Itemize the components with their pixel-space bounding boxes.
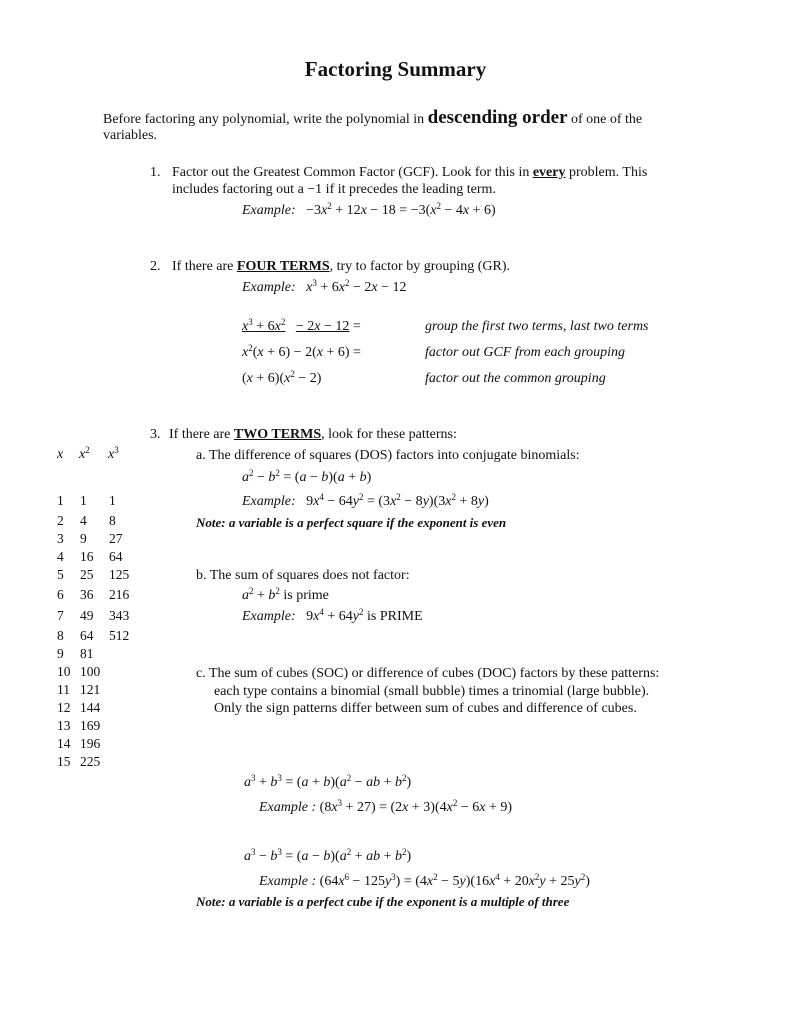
intro-text: Before factoring any polynomial, write the polynomial in [103,112,428,127]
grouping-note-1: group the first two terms, last two terms [425,319,649,334]
item2-example: Example: $x^3 + 6x^2 - 2x - 12$ [242,278,407,295]
page-title: Factoring Summary [304,57,487,81]
example-label: Example : [259,874,317,889]
powers-cell: 225 [80,754,101,769]
powers-cell: 64 [109,549,123,564]
item1-example: Example: $-3x^2 + 12x - 18 = -3(x^2 - 4x + 6)$ [242,201,496,218]
powers-cell: 343 [109,608,130,623]
powers-cell: 49 [80,608,94,623]
powers-cell: 144 [80,700,101,715]
item3-two-terms: TWO TERMS [233,427,322,442]
powers-cell: 8 [109,513,116,528]
example-label: Example : [259,800,317,815]
powers-cell: 169 [80,718,101,733]
powers-cell: 36 [80,587,94,602]
item3-number: 3. [150,427,161,442]
powers-cell: 216 [109,587,130,602]
powers-cell: 9 [80,531,87,546]
grouping-step-2: $x^2(x + 6) - 2(x + 6)$ = [242,343,361,360]
item3-line-1 [169,426,457,443]
item2-text-end: , try to factor by grouping (GR). [329,259,511,274]
example-label: Example: [242,494,296,509]
powers-cell: 1 [109,493,116,508]
powers-header-x3: $x^3$ [108,445,119,462]
powers-cell: 16 [80,549,94,564]
item1-text: Factor out the Greatest Common Factor (GCF). Look for this in [172,165,533,180]
item2-text: If there are [172,259,237,274]
powers-header-x2: $x^2$ [79,445,90,462]
item1-text-end: problem. This [565,165,648,180]
dos-example: Example: $9x^4 - 64y^2 = (3x^2 - 8y)(3x^2 + 8y)$ [242,492,489,509]
item2-four-terms: FOUR TERMS [236,259,330,274]
powers-cell: 12 [57,700,71,715]
dos-note: Note: a variable is a perfect square if the exponent is even [196,515,507,530]
soc-example: Example : $(8x^3 + 27) = (2x + 3)(4x^2 - 6x + 9)$ [259,798,513,815]
item1-line-2: includes factoring out a −1 if it precedes the leading term. [172,182,496,197]
powers-cell: 6 [57,587,64,602]
dos-formula: $a^2 - b^2 = (a - b)(a + b)$ [242,468,372,485]
item1-every: every [532,165,566,180]
powers-cell: 5 [57,567,64,582]
sos-formula: $a^2 + b^2$ is prime [242,586,329,603]
powers-cell: 100 [80,664,101,679]
example-label: Example: [242,609,296,624]
cubes-line-2: each type contains a binomial (small bubble) times a trinomial (large bubble). [214,684,650,699]
intro-line-2: variables. [103,128,158,143]
powers-header-x: x [57,447,64,462]
intro-emphasis: descending order [427,107,568,128]
item3-text-end: , look for these patterns: [321,427,457,442]
powers-cell: 9 [57,646,64,661]
sos-heading: b. The sum of squares does not factor: [196,568,410,583]
item3-text: If there are [169,427,234,442]
powers-cell: 4 [80,513,87,528]
intro-text-end: of one of the [567,112,643,127]
grouping-step-1: $x^3 + 6x^2$ − 2x − 12 = [242,317,361,334]
powers-cell: 512 [109,628,130,643]
powers-cell: 1 [80,493,87,508]
powers-cell: 14 [57,736,71,751]
sos-example: Example: $9x^4 + 64y^2$ is PRIME [242,607,423,624]
powers-cell: 25 [80,567,94,582]
powers-cell: 121 [80,682,101,697]
grouping-step-3: $(x + 6)(x^2 - 2)$ [242,369,322,386]
powers-cell: 10 [57,664,71,679]
intro-line-1 [103,109,642,128]
grouping-note-3: factor out the common grouping [425,371,606,386]
sos-prime: is prime [283,588,329,603]
powers-cell: 196 [80,736,101,751]
powers-cell: 27 [109,531,123,546]
powers-cell: 125 [109,567,130,582]
item1-number: 1. [150,165,161,180]
powers-cell: 13 [57,718,71,733]
powers-cell: 2 [57,513,64,528]
example-label: Example: [242,203,296,218]
powers-cell: 7 [57,608,64,623]
item1-line-1 [172,164,647,181]
sos-prime-2: is PRIME [367,609,423,624]
dos-heading: a. The difference of squares (DOS) factors into conjugate binomials: [196,448,580,463]
powers-cell: 4 [57,549,64,564]
powers-cell: 11 [57,682,70,697]
soc-formula: $a^3 + b^3 = (a + b)(a^2$ − ab + $b^2$) [244,773,412,790]
doc-formula: $a^3 - b^3 = (a - b)(a^2$ + ab + $b^2$) [244,847,412,864]
cubes-line-1: c. The sum of cubes (SOC) or difference of cubes (DOC) factors by these patterns: [196,666,660,681]
powers-cell: 3 [57,531,64,546]
item2-line-1 [172,258,510,275]
cubes-line-3: Only the sign patterns differ between sum of cubes and difference of cubes. [214,701,637,716]
powers-cell: 1 [57,493,64,508]
doc-example: Example : $(64x^6 - 125y^3) = (4x^2 - 5y)(16x^4 + 20x^2y + 25y^2)$ [259,872,590,889]
example-label: Example: [242,280,296,295]
cubes-note: Note: a variable is a perfect cube if the exponent is a multiple of three [196,894,570,909]
powers-cell: 8 [57,628,64,643]
item2-number: 2. [150,259,161,274]
powers-cell: 64 [80,628,94,643]
grouping-note-2: factor out GCF from each grouping [425,345,626,360]
powers-cell: 15 [57,754,71,769]
powers-cell: 81 [80,646,94,661]
